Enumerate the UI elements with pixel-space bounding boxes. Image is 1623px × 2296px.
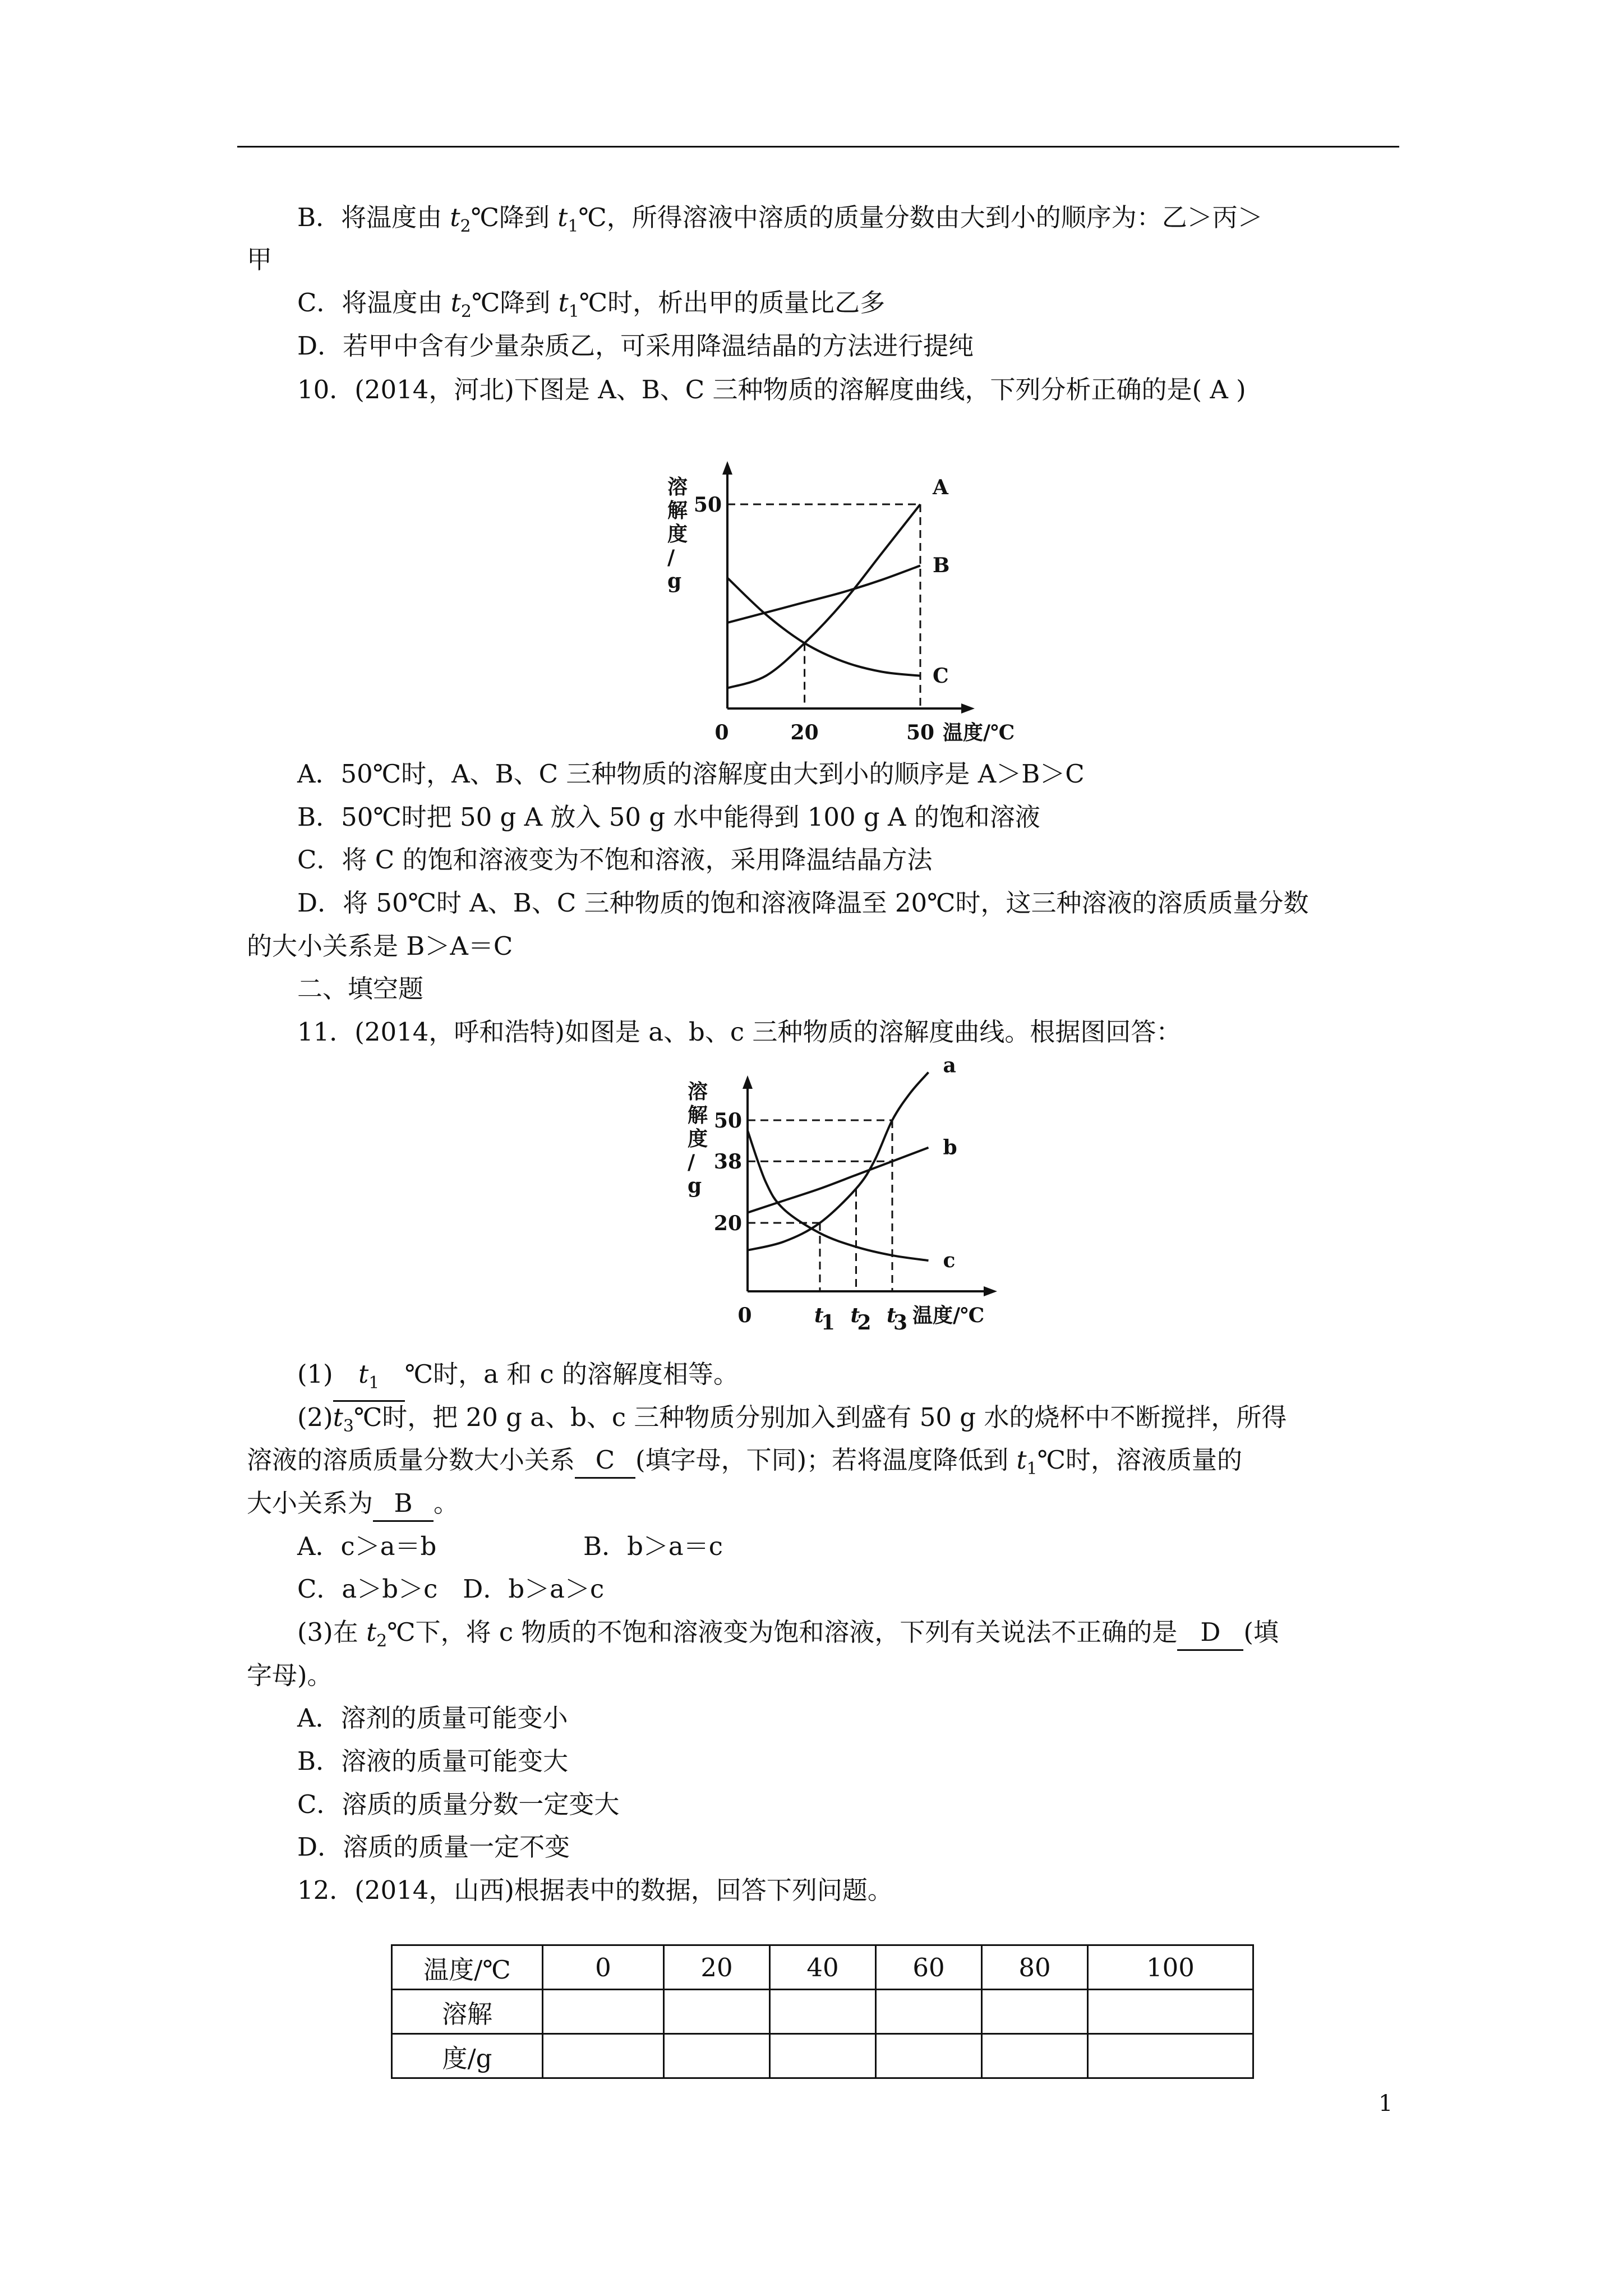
page-number: 1: [1378, 2091, 1393, 2116]
y-axis-label-char: g: [688, 1174, 702, 1198]
table-cell: 60: [876, 1945, 982, 1990]
y-axis-arrow: [722, 461, 732, 475]
table-cell: 0: [543, 1945, 664, 1990]
q11-part1: (1) $t_1$ ℃时，a 和 c 的溶解度相等。: [297, 1358, 739, 1402]
q11-p3-option-b: B．溶液的质量可能变大: [297, 1746, 569, 1776]
curve-b: [748, 1148, 929, 1213]
table-cell: [982, 2034, 1088, 2078]
q11-part2-cont: 溶液的溶质质量分数大小关系 C (填字母，下同)；若将温度降低到 $t_1℃$时，溶液质量的: [247, 1443, 1242, 1486]
q11-answer-3: B: [373, 1487, 434, 1522]
y-axis-label-char: 度: [667, 522, 688, 546]
table-cell: 40: [770, 1945, 876, 1990]
q10-stem: 10．(2014，河北)下图是 A、B、C 三种物质的溶解度曲线，下列分析正确的是( A ): [297, 375, 1246, 404]
x-tick-subscript: 2: [857, 1311, 872, 1335]
q11-answer-1: $t_1$: [333, 1358, 405, 1402]
table-cell: 80: [982, 1945, 1088, 1990]
y-axis-label-char: g: [667, 569, 682, 593]
table-cell: [770, 2034, 876, 2078]
q10-option-d-cont: 的大小关系是 B＞A＝C: [247, 931, 513, 961]
x-axis-label: 温度/℃: [943, 721, 1015, 744]
q10-option-d: D．将 50℃时 A、B、C 三种物质的饱和溶液降温至 20℃时，这三种溶液的溶质质量分数: [297, 888, 1309, 918]
series-label: a: [943, 1053, 956, 1078]
q11-part3: (3)在 $t_2℃$下，将 c 物质的不饱和溶液变为饱和溶液，下列有关说法不正确的是 D (填: [297, 1616, 1279, 1658]
q10-option-b: B．50℃时把 50 g A 放入 50 g 水中能得到 100 g A 的饱和溶液: [297, 802, 1040, 832]
q11-part2-cont2: 大小关系为 B 。: [247, 1487, 459, 1522]
x-tick-subscript: 3: [893, 1311, 908, 1335]
x-tick-subscript: 1: [821, 1311, 836, 1335]
table-cell: 度/g: [392, 2034, 543, 2078]
q11-part3-cont: 字母)。: [247, 1660, 333, 1690]
table-cell: [664, 2034, 770, 2078]
table-cell: [770, 1990, 876, 2034]
table-cell: [876, 2034, 982, 2078]
y-tick-label: 50: [713, 1109, 742, 1133]
table-cell: [664, 1990, 770, 2034]
table-header-row: [392, 1945, 1253, 1990]
table-cell: [876, 1990, 982, 2034]
y-axis-arrow: [743, 1075, 753, 1089]
x-tick-label: t: [814, 1304, 824, 1327]
curve-c: [748, 1130, 929, 1260]
series-label: b: [943, 1135, 957, 1159]
table-cell: 温度/℃: [392, 1945, 543, 1990]
x-tick-label: t: [850, 1304, 860, 1327]
table-cell: [1088, 2034, 1253, 2078]
table-row: [392, 1990, 1253, 2034]
curve-B: [727, 565, 920, 623]
q11-p3-option-a: A．溶剂的质量可能变小: [297, 1703, 568, 1733]
solubility-table: [391, 1944, 1254, 2079]
curve-A: [727, 504, 920, 688]
x-axis-arrow: [984, 1286, 997, 1296]
q11-stem: 11．(2014，呼和浩特)如图是 a、b、c 三种物质的溶解度曲线。根据图回答：: [297, 1017, 1182, 1047]
x-axis-label: 温度/℃: [912, 1304, 985, 1327]
table-cell: 100: [1088, 1945, 1253, 1990]
q9-option-c: C．将温度由 $t_2℃$降到 $t_1℃$时，析出甲的质量比乙多: [297, 288, 886, 321]
table-cell: 溶解: [392, 1990, 543, 2034]
series-label: C: [933, 664, 949, 688]
y-tick-label: 50: [693, 493, 722, 517]
series-label: A: [933, 476, 948, 499]
y-axis-label-char: 溶: [688, 1080, 708, 1103]
q9-option-b: B．将温度由 $t_2℃$降到 $t_1℃$，所得溶液中溶质的质量分数由大到小的顺序为：乙＞丙＞: [297, 203, 1263, 236]
y-axis-label-char: 度: [688, 1127, 708, 1151]
table-cell: [543, 2034, 664, 2078]
q11-option-cd: C．a＞b＞c D．b＞a＞c: [297, 1574, 605, 1604]
curve-C: [727, 578, 920, 676]
q10-option-a: A．50℃时，A、B、C 三种物质的溶解度由大到小的顺序是 A＞B＞C: [297, 759, 1085, 789]
y-axis-label-char: 解: [688, 1103, 708, 1127]
q11-p3-option-d: D．溶质的质量一定不变: [297, 1832, 570, 1862]
table-cell: [1088, 1990, 1253, 2034]
series-label: B: [933, 554, 950, 578]
q11-p3-option-c: C．溶质的质量分数一定变大: [297, 1789, 620, 1819]
table-row: [392, 2034, 1253, 2078]
y-axis-label-char: 解: [667, 499, 688, 522]
q11-answer-4: D: [1177, 1616, 1243, 1651]
y-axis-label-char: 溶: [667, 475, 688, 499]
section-fill-in-title: 二、填空题: [297, 974, 424, 1004]
q11-part2: $(2)t_3℃$时，把 20 g a、b、c 三种物质分别加入到盛有 50 g 水的烧杯中不断搅拌，所得: [297, 1402, 1287, 1436]
x-tick-label: t: [887, 1304, 896, 1327]
y-axis-label-char: /: [667, 546, 675, 569]
q11-option-b: B．b＞a＝c: [583, 1531, 723, 1561]
y-axis-label-char: /: [688, 1151, 695, 1174]
x-axis-arrow: [961, 703, 975, 714]
y-tick-label: 38: [713, 1150, 742, 1174]
q11-answer-2: C: [575, 1443, 635, 1479]
table-cell: [543, 1990, 664, 2034]
curve-a: [748, 1073, 929, 1250]
header-rule: [237, 146, 1399, 148]
y-tick-label: 20: [713, 1212, 742, 1235]
x-tick-label: 50: [906, 721, 935, 744]
q12-stem: 12．(2014，山西)根据表中的数据，回答下列问题。: [297, 1875, 893, 1905]
x-tick-label: 20: [790, 721, 819, 744]
q9-option-b-cont: 甲: [247, 245, 273, 274]
x-tick-label: 0: [737, 1304, 752, 1327]
q11-option-a: A．c＞a＝b: [297, 1531, 437, 1561]
q9-option-d: D．若甲中含有少量杂质乙，可采用降温结晶的方法进行提纯: [297, 331, 974, 361]
table-cell: [982, 1990, 1088, 2034]
table-cell: 20: [664, 1945, 770, 1990]
q10-option-c: C．将 C 的饱和溶液变为不饱和溶液，采用降温结晶方法: [297, 845, 933, 875]
series-label: c: [943, 1249, 956, 1273]
x-tick-label: 0: [714, 721, 729, 744]
